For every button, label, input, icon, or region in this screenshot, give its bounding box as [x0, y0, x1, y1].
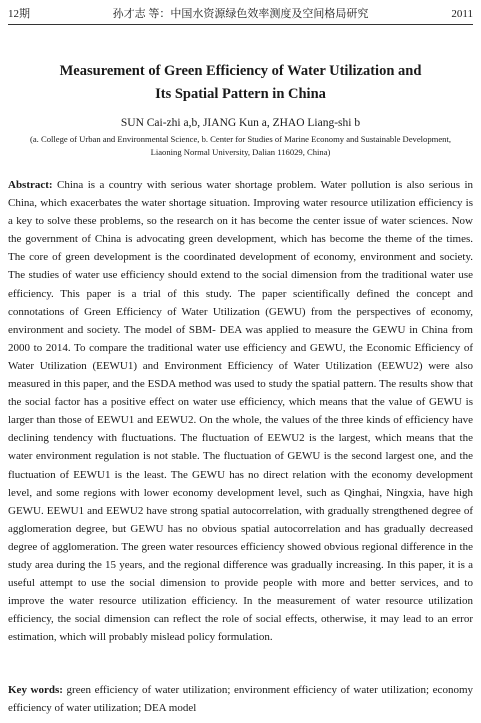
author-list: SUN Cai-zhi a,b, JIANG Kun a, ZHAO Liang-shi b: [120, 117, 361, 129]
keywords: [8, 681, 473, 717]
keywords-label: Key words:: [8, 684, 63, 696]
title-line-1: Measurement of Green Efficiency of Water Utilization and: [59, 63, 422, 79]
abstract-text: China is a country with serious water shortage problem. Water pollution is also serious in China, which exacerbates the water shortage situation. Improving water resource utilization efficiency is a key to solve these problems, so the research on it has become the center issue of water sciences. Now the government of China is advocating green development, which has become the theme of the times. The core of green development is the coordinated development of economy, environment and society. The studies of water use efficiency should extend to the social dimension from the traditional water use efficiency. This paper is a trial of this study. The paper scientifically defined the concept and connotations of Green Efficiency of Water Utilization (GEWU) from the perspectives of economy, environment and society. The model of SBM- DEA was applied to measure the GEWU in China from 2000 to 2014. To compare the traditional water use efficiency and GEWU, the Economic Efficiency of Water Utilization (EEWU1) and Environment Efficiency of Water Utilization (EEWU2) were also measured in this paper, and the ESDA method was used to study the spatial pattern. The results show that the social factor has a positive effect on water use efficiency, which means that the value of GEWU is larger than those of EEWU1 and EEWU2. On the whole, the values of the three kinds of efficiency have declining tendency with fluctuations. The fluctuation of EEWU2 is the largest, which means that the water environment regulation is not stable. The fluctuation of GEWU is the second largest one, and the fluctuation of EEWU1 is the least. The GEWU has no direct relation with the economy development level, and some regions with lower economy development level, such as Qinghai, Ningxia, have high GEWU. EEWU1 and EEWU2 have strong spatial autocorrelation, with gradually strengthened degree of agglomeration degree, but GEWU has no obvious spatial autocorrelation and has gradually decreased degree of agglomeration. The green water resources efficiency showed obvious regional difference in the study area during the 15 years, and the regional difference was gradually increasing. In this paper, it is a useful attempt to use the social dimension to provide people with more and better services, and to improve the water resource utilization efficiency. In the measurement of water resource utilization efficiency, the social dimension can reflect the role of social effects, otherwise, it may lead to an error estimation, which will probably mislead policy formulation.: [8, 179, 474, 644]
title-line-2: Its Spatial Pattern in China: [155, 86, 326, 102]
affiliation-line-2: Liaoning Normal University, Dalian 116029, China): [150, 147, 331, 157]
affiliation: [6, 133, 475, 159]
abstract-label: Abstract:: [8, 179, 53, 191]
keywords-text: green efficiency of water utilization; environment efficiency of water utilization; economy efficiency of water utilization; DEA model: [8, 684, 473, 715]
abstract: [8, 176, 473, 646]
year: 2011: [451, 8, 473, 20]
running-header: [8, 6, 473, 25]
issue-number: 12期: [8, 8, 30, 20]
running-title: 孙才志 等：中国水资源绿色效率测度及空间格局研究: [112, 8, 369, 20]
paper-title: [14, 60, 467, 106]
affiliation-line-1: (a. College of Urban and Environmental Science, b. Center for Studies of Marine Economy and Sustainable Development,: [30, 134, 451, 144]
